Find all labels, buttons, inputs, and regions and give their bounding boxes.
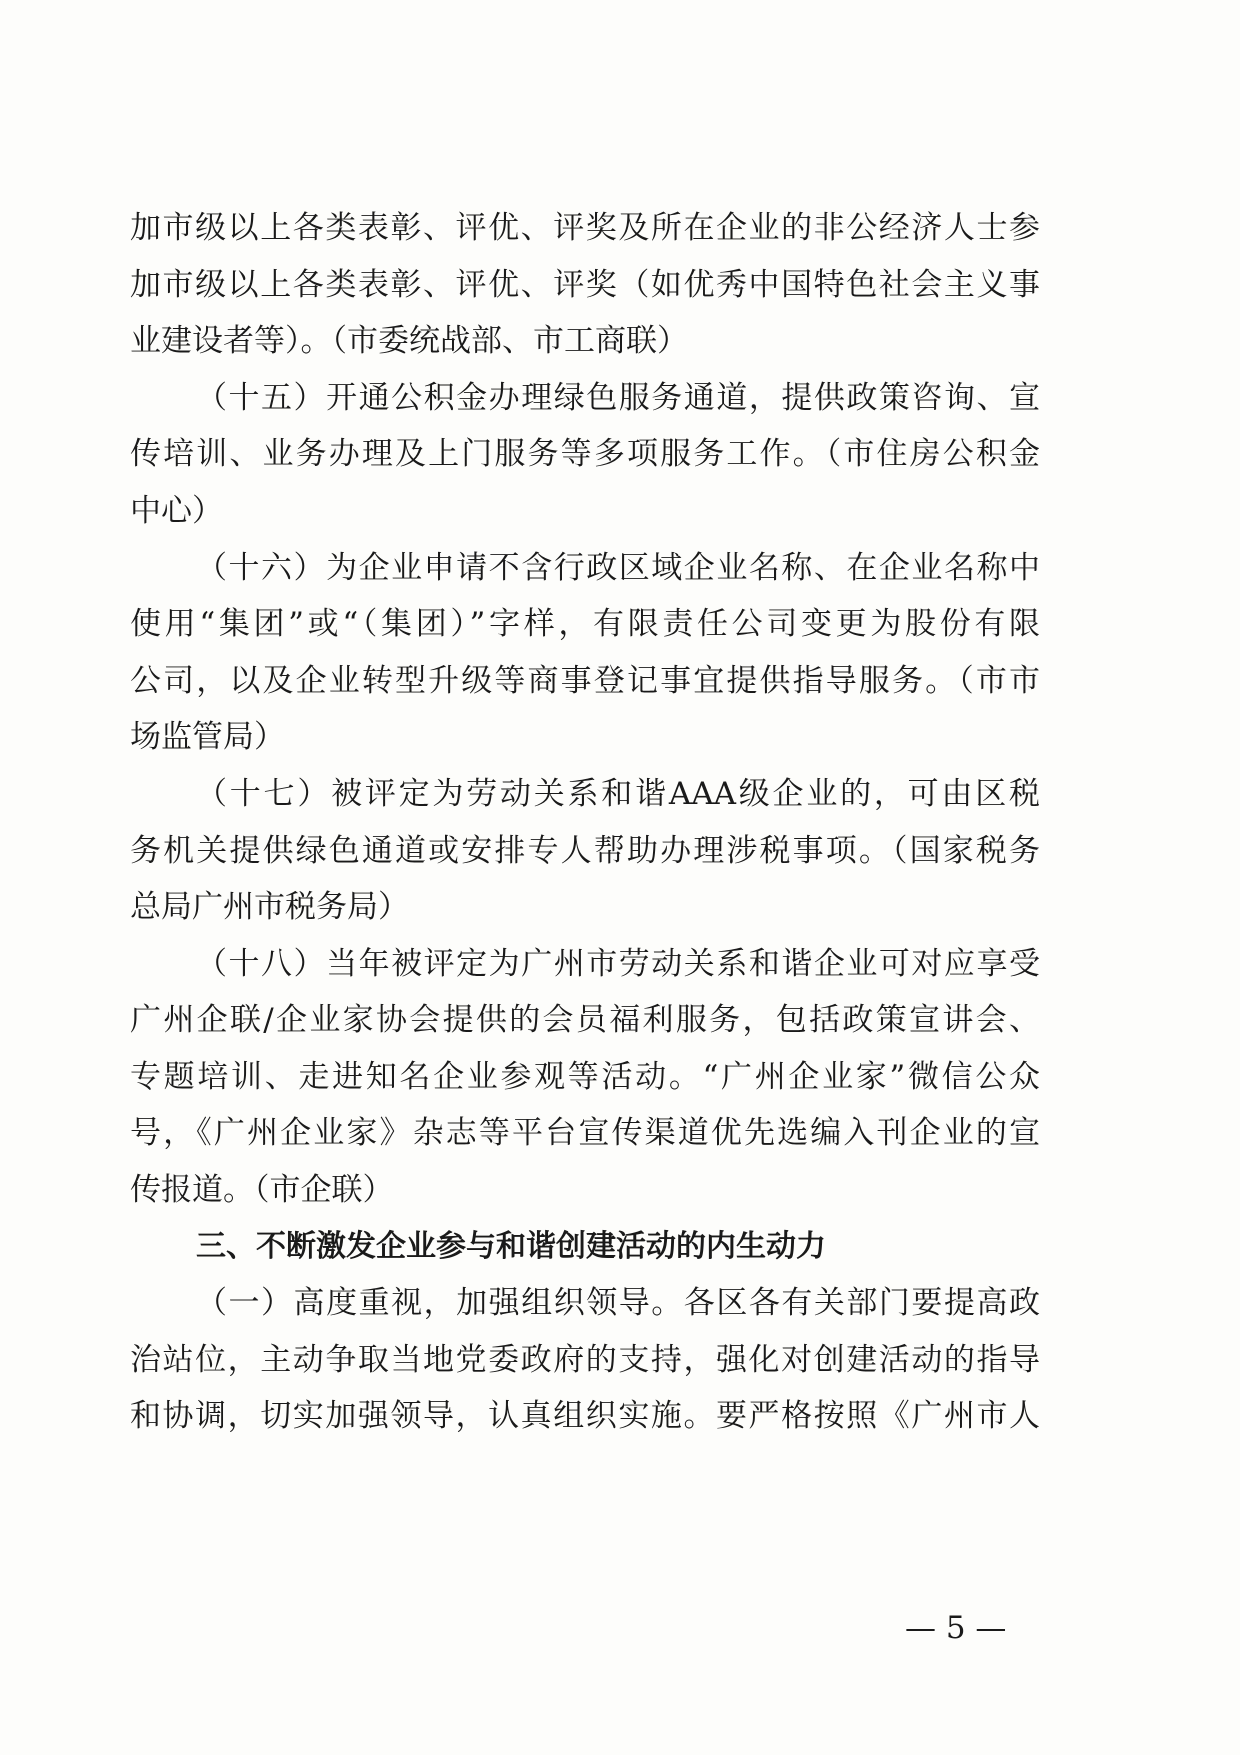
text-line: 公司，以及企业转型升级等商事登记事宜提供指导服务。（市市 [130, 663, 1040, 699]
text-line: 和协调，切实加强领导，认真组织实施。要严格按照《广州市人 [130, 1398, 1040, 1434]
text-line: 使用“集团”或“（集团）”字样，有限责任公司变更为股份有限 [130, 606, 1040, 642]
text-line: 中心） [130, 493, 223, 529]
text-line: 传培训、业务办理及上门服务等多项服务工作。（市住房公积金 [130, 436, 1040, 472]
text-line: （一）高度重视，加强组织领导。各区各有关部门要提高政 [196, 1285, 1040, 1321]
text-line: （十七）被评定为劳动关系和谐AAA级企业的，可由区税 [196, 776, 1040, 812]
text-line: 务机关提供绿色通道或安排专人帮助办理涉税事项。（国家税务 [130, 833, 1040, 869]
text-line: 号，《广州企业家》杂志等平台宣传渠道优先选编入刊企业的宣 [130, 1115, 1040, 1151]
text-line: 广州企联/企业家协会提供的会员福利服务，包括政策宣讲会、 [130, 1002, 1040, 1038]
text-line: （十八）当年被评定为广州市劳动关系和谐企业可对应享受 [196, 946, 1040, 982]
page-number: — 5 — [905, 1610, 1007, 1646]
text-line: 总局广州市税务局） [130, 889, 409, 925]
text-line: （十六）为企业申请不含行政区域企业名称、在企业名称中 [196, 550, 1040, 586]
text-line: （十五）开通公积金办理绿色服务通道，提供政策咨询、宣 [196, 380, 1040, 416]
text-line: 场监管局） [130, 719, 285, 755]
text-line: 治站位，主动争取当地党委政府的支持，强化对创建活动的指导 [130, 1342, 1040, 1378]
text-line: 传报道。（市企联） [130, 1172, 394, 1208]
text-line: 加市级以上各类表彰、评优、评奖及所在企业的非公经济人士参 [130, 210, 1040, 246]
text-line: 专题培训、走进知名企业参观等活动。“广州企业家”微信公众 [130, 1059, 1040, 1095]
section-heading: 三、不断激发企业参与和谐创建活动的内生动力 [196, 1229, 826, 1264]
text-line: 业建设者等）。（市委统战部、市工商联） [130, 323, 688, 359]
text-line: 加市级以上各类表彰、评优、评奖（如优秀中国特色社会主义事 [130, 267, 1040, 303]
